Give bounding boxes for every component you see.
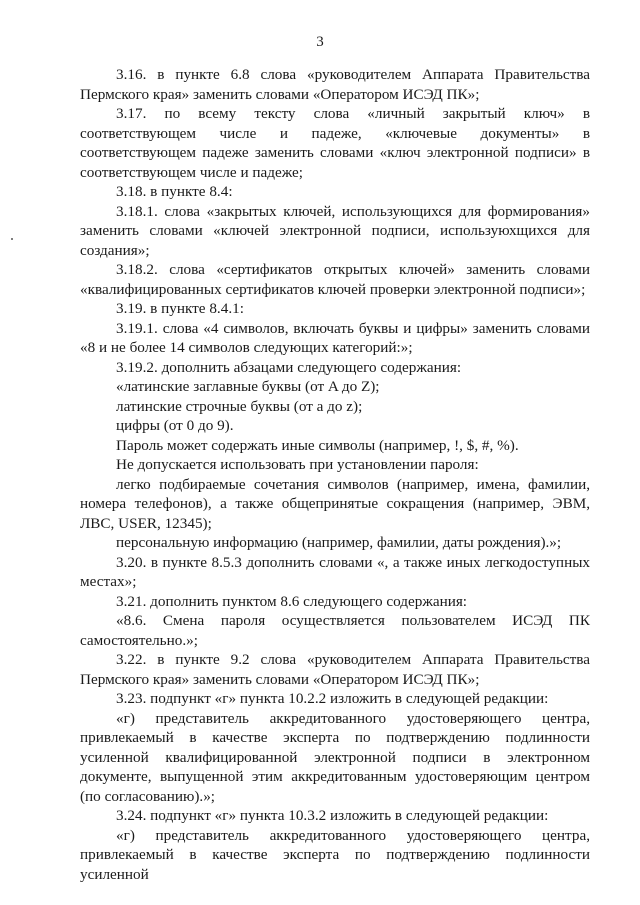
- paragraph-3-17: 3.17. по всему тексту слова «личный закрытый ключ» в соответствующем числе и падеже, «ключевые документы» в соответствующем падеже заменить словами «ключ электронной подписи» в соответствующем числе и падеже;: [80, 105, 590, 181]
- paragraph-3-18-2: 3.18.2. слова «сертификатов открытых ключей» заменить словами «квалифицированных сертификатов ключей проверки электронной подписи»;: [80, 261, 590, 298]
- paragraph-other-symbols: Пароль может содержать иные символы (например, !, $, #, %).: [116, 436, 519, 454]
- paragraph-latin-uppercase: «латинские заглавные буквы (от A до Z);: [116, 378, 380, 395]
- paragraph-easy-combinations: легко подбираемые сочетания символов (например, имена, фамилии, номера телефонов), а также общепринятые сокращения (например, ЭВМ, ЛВС, USER, 12345);: [80, 475, 590, 532]
- paragraph-3-21: 3.21. дополнить пунктом 8.6 следующего содержания:: [116, 592, 468, 610]
- paragraph-3-19-2: 3.19.2. дополнить абзацами следующего содержания:: [116, 358, 462, 376]
- paragraph-3-22: 3.22. в пункте 9.2 слова «руководителем Аппарата Правительства Пермского края» заменить словами «Оператором ИСЭД ПК»;: [80, 651, 590, 688]
- page-number: 3: [316, 34, 324, 50]
- paragraph-3-16: 3.16. в пункте 6.8 слова «руководителем Аппарата Правительства Пермского края» заменить словами «Оператором ИСЭД ПК»;: [80, 66, 590, 103]
- document-body: [80, 65, 590, 884]
- paragraph-3-18-1: 3.18.1. слова «закрытых ключей, использующихся для формирования» заменить словами «ключей электронной подписи, используюхщихся для создания»;: [80, 202, 590, 259]
- paragraph-3-19: 3.19. в пункте 8.4.1:: [116, 300, 244, 317]
- paragraph-3-19-1: 3.19.1. слова «4 символов, включать буквы и цифры» заменить словами «8 и не более 14 символов следующих категорий:»;: [80, 319, 590, 356]
- paragraph-3-24-item-g: «г) представитель аккредитованного удостоверяющего центра, привлекаемый в качестве эксперта по подтверждению подлинности усиленной: [80, 826, 590, 883]
- paragraph-digits: цифры (от 0 до 9).: [116, 417, 234, 434]
- paragraph-3-18: 3.18. в пункте 8.4:: [116, 183, 233, 200]
- paragraph-3-20: 3.20. в пункте 8.5.3 дополнить словами «, а также иных легкодоступных местах»;: [80, 553, 590, 590]
- paragraph-3-23: 3.23. подпункт «г» пункта 10.2.2 изложить в следующей редакции:: [116, 690, 549, 707]
- paragraph-not-allowed: Не допускается использовать при установлении пароля:: [116, 456, 479, 473]
- paragraph-3-24: 3.24. подпункт «г» пункта 10.3.2 изложить в следующей редакции:: [116, 807, 549, 824]
- scan-mark: [11, 238, 13, 240]
- paragraph-latin-lowercase: латинские строчные буквы (от a до z);: [116, 397, 363, 415]
- paragraph-3-23-item-g: «г) представитель аккредитованного удостоверяющего центра, привлекаемый в качестве эксперта по подтверждению подлинности усиленной квалифицированной электронной подписи в электронном документе, выпущенной этим аккредитованным удостоверяющим центром (по согласованию).»;: [80, 709, 590, 805]
- paragraph-personal-info: персональную информацию (например, фамилии, даты рождения).»;: [116, 534, 562, 551]
- paragraph-8-6: «8.6. Смена пароля осуществляется пользователем ИСЭД ПК самостоятельно.»;: [80, 612, 590, 649]
